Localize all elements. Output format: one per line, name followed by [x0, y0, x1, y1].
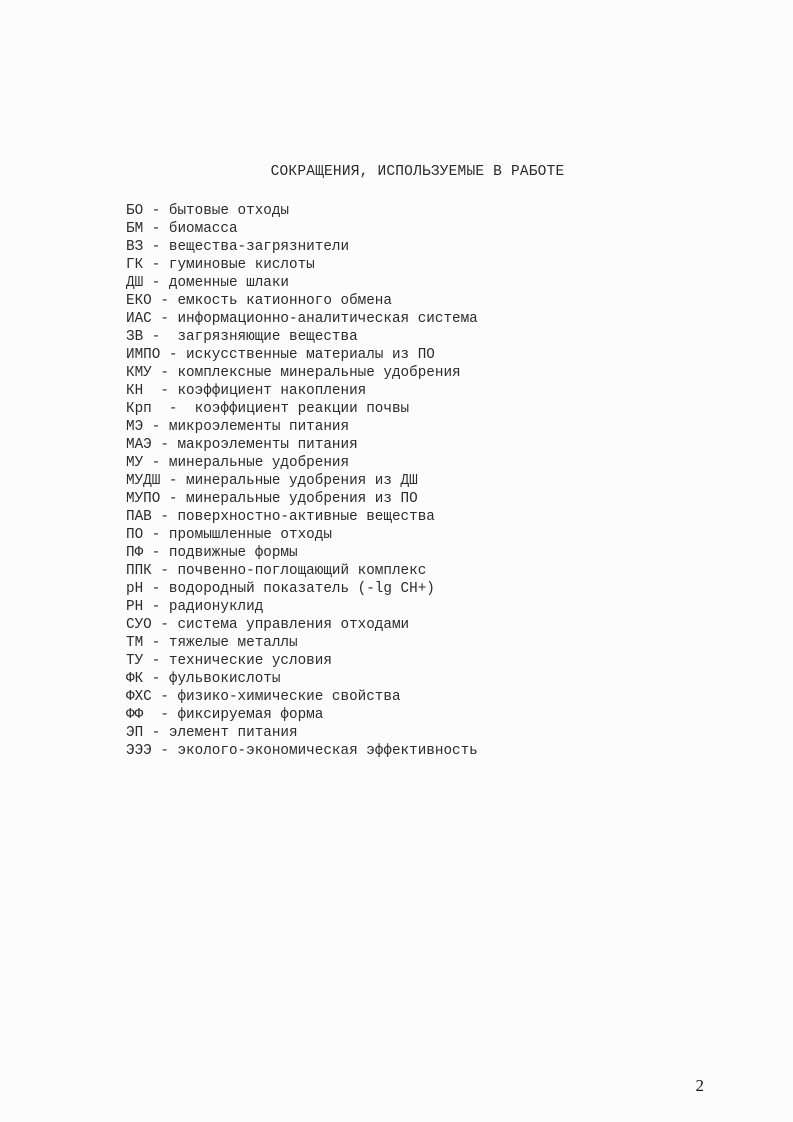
list-item: ФФ - фиксируемая форма [126, 707, 324, 723]
list-item: БО - бытовые отходы [126, 203, 290, 219]
page-title: СОКРАЩЕНИЯ, ИСПОЛЬЗУЕМЫЕ В РАБОТЕ [270, 164, 565, 180]
list-item: КН - коэффициент накопления [126, 383, 367, 399]
list-item: ТМ - тяжелые металлы [126, 635, 298, 651]
list-item: ФХС - физико-химические свойства [126, 689, 401, 705]
list-item: ВЗ - вещества-загрязнители [126, 239, 350, 255]
list-item: Крп - коэффициент реакции почвы [126, 401, 410, 417]
list-item: ПАВ - поверхностно-активные вещества [126, 509, 435, 525]
list-item: ПО - промышленные отходы [126, 527, 332, 543]
list-item: ДШ - доменные шлаки [126, 275, 290, 291]
list-item: КМУ - комплексные минеральные удобрения [126, 365, 461, 381]
list-item: ПФ - подвижные формы [126, 545, 298, 561]
list-item: ТУ - технические условия [126, 653, 332, 669]
abbreviation-list [126, 202, 478, 760]
list-item: рН - водородный показатель (-lg CH+) [126, 581, 435, 597]
list-item: СУО - система управления отходами [126, 617, 410, 633]
list-item: ЕКО - емкость катионного обмена [126, 293, 392, 309]
page-number: 2 [695, 1076, 704, 1095]
list-item: РН - радионуклид [126, 599, 264, 615]
list-item: ЗВ - загрязняющие вещества [126, 329, 358, 345]
list-item: ФК - фульвокислоты [126, 671, 281, 687]
list-item: ЭЭЭ - эколого-экономическая эффективность [126, 743, 478, 759]
list-item: БМ - биомасса [126, 221, 238, 237]
list-item: МЭ - микроэлементы питания [126, 419, 350, 435]
list-item: МАЭ - макроэлементы питания [126, 437, 358, 453]
list-item: МУДШ - минеральные удобрения из ДШ [126, 473, 418, 489]
list-item: ППК - почвенно-поглощающий комплекс [126, 563, 427, 579]
list-item: ЭП - элемент питания [126, 725, 298, 741]
list-item: ИАС - информационно-аналитическая система [126, 311, 478, 327]
list-item: ИМПО - искусственные материалы из ПО [126, 347, 435, 363]
list-item: МУПО - минеральные удобрения из ПО [126, 491, 418, 507]
list-item: МУ - минеральные удобрения [126, 455, 350, 471]
list-item: ГК - гуминовые кислоты [126, 257, 315, 273]
